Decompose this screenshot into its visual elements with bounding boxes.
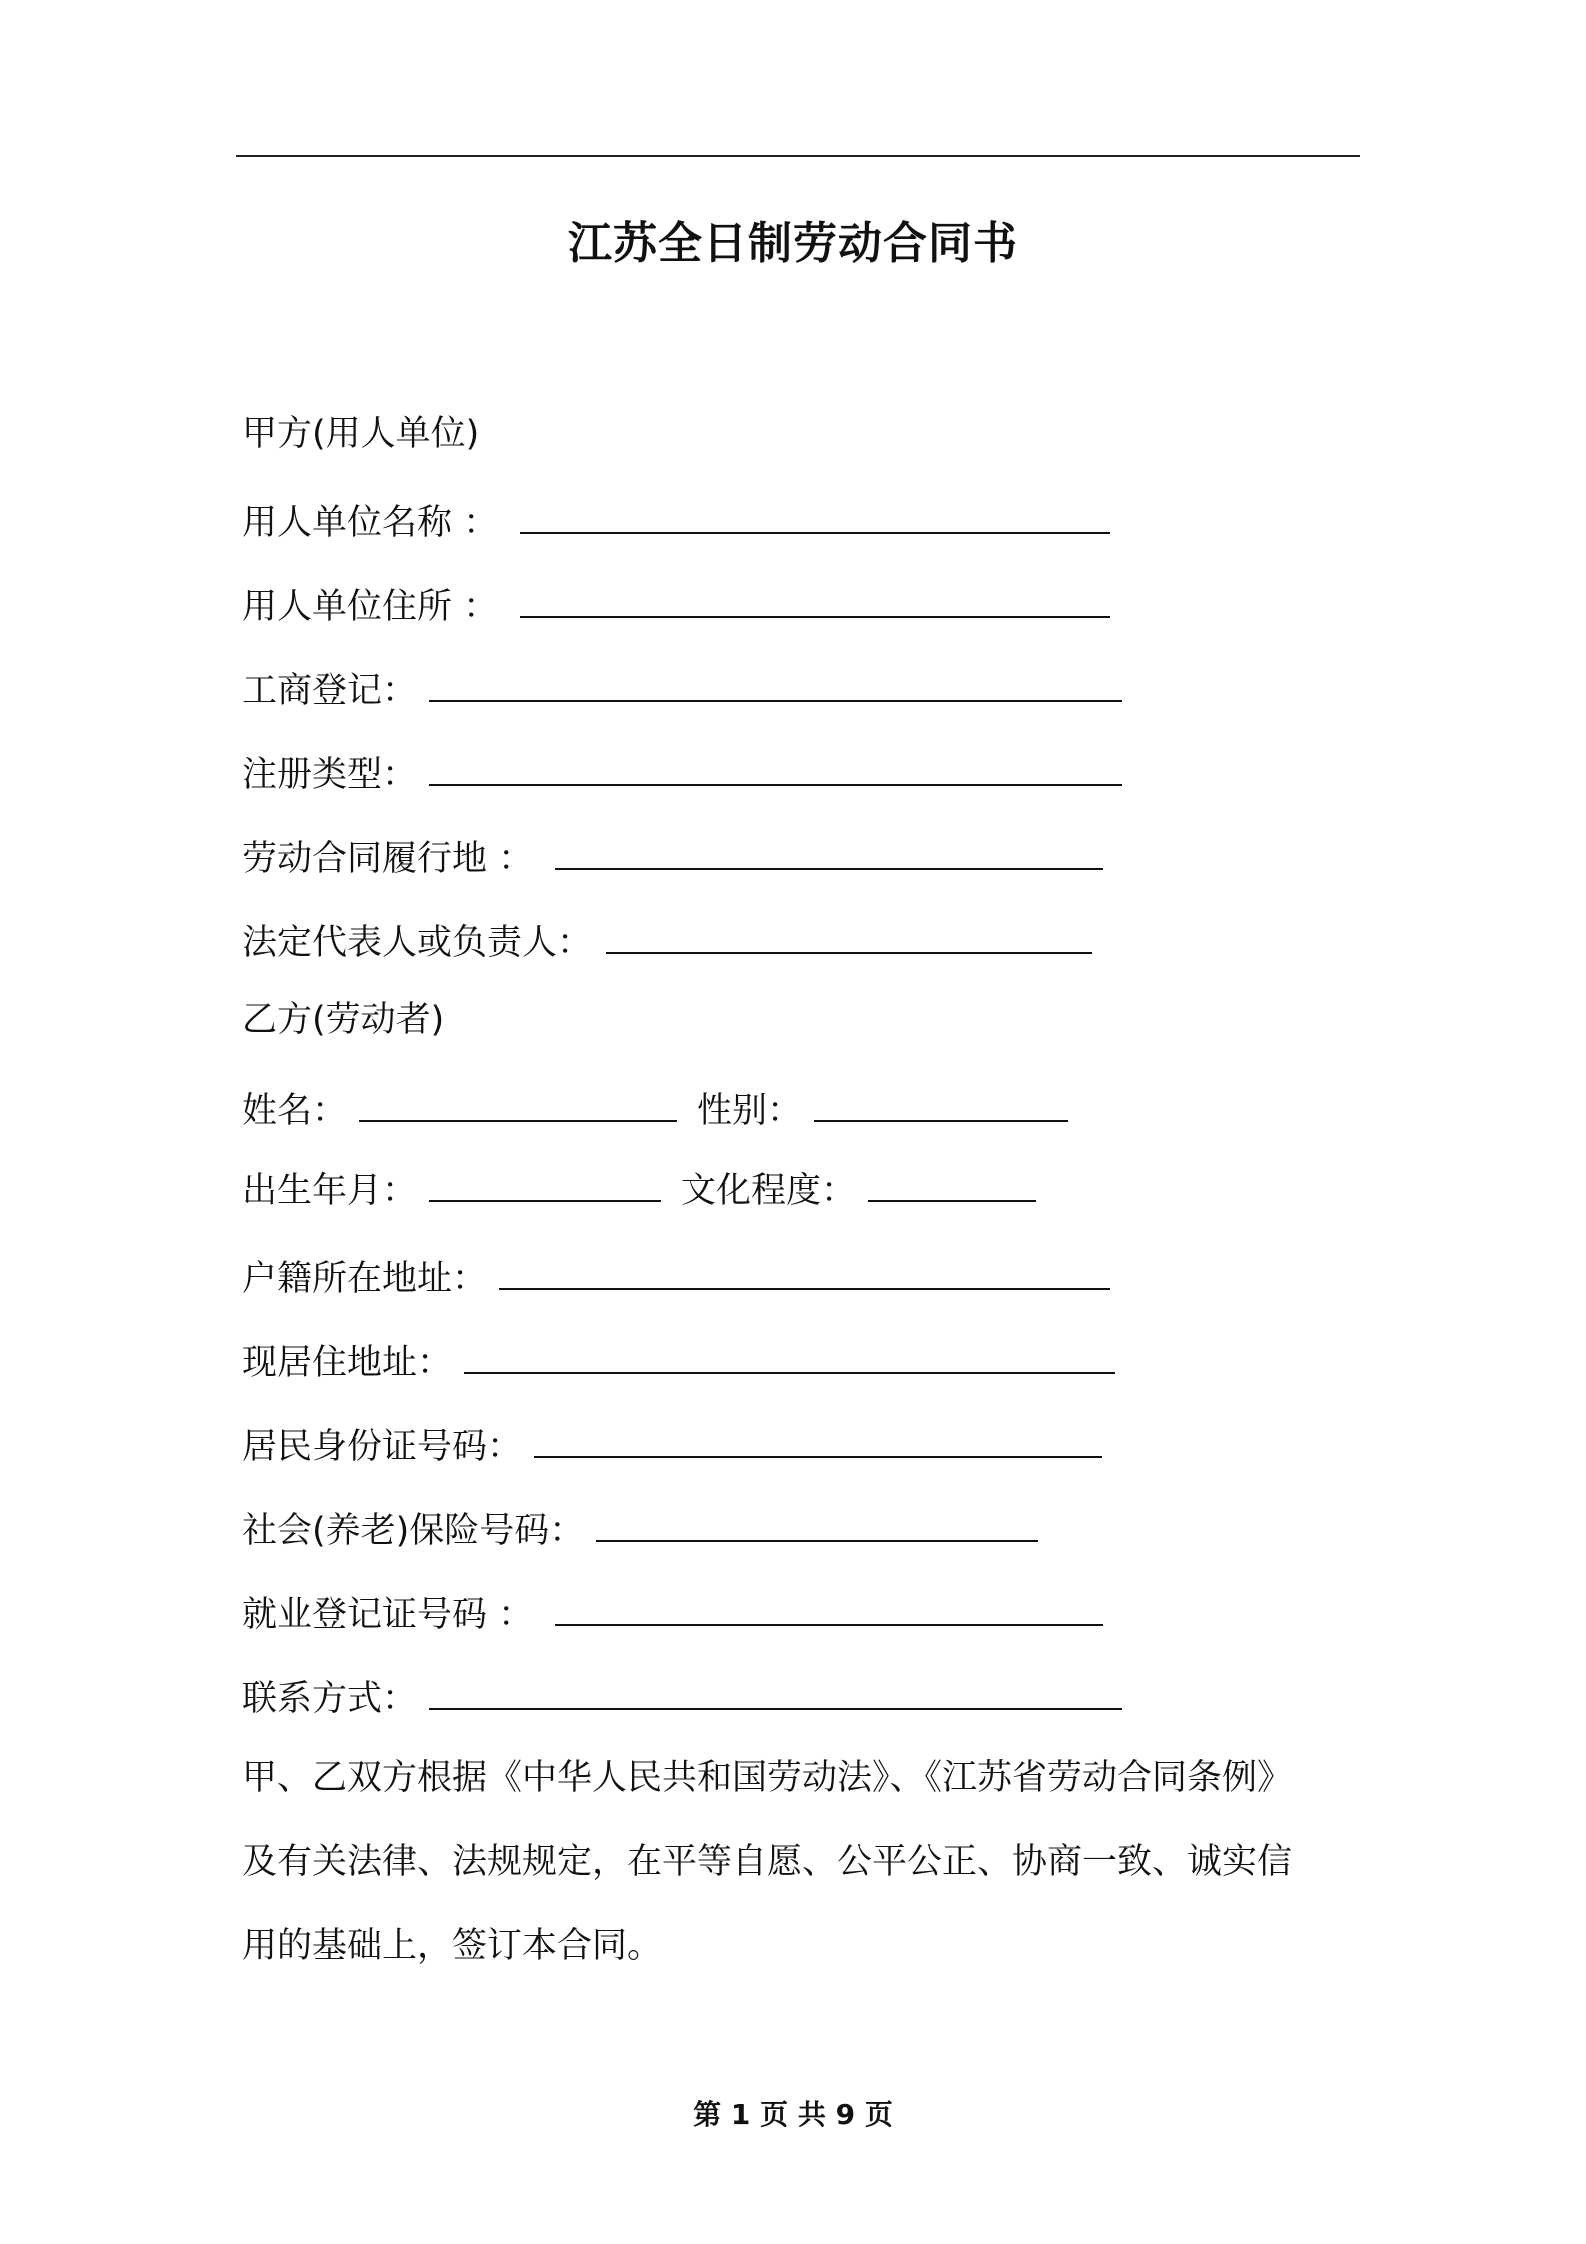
contract-location-blank[interactable]	[555, 834, 1103, 870]
field-current-address	[242, 1338, 1115, 1387]
education-blank[interactable]	[868, 1166, 1036, 1202]
field-label: 性别：	[697, 1091, 803, 1131]
registration-type-blank[interactable]	[429, 750, 1122, 786]
field-label: 户籍所在地址：	[242, 1259, 488, 1299]
gender-blank[interactable]	[814, 1086, 1068, 1122]
party-b-heading: 乙方(劳动者)	[242, 1000, 445, 1040]
field-employer-address	[242, 582, 1110, 631]
party-a-heading: 甲方(用人单位)	[242, 414, 480, 454]
field-label: 居民身份证号码：	[242, 1427, 523, 1467]
field-household-address	[242, 1254, 1110, 1303]
field-registration-type	[242, 750, 1122, 799]
social-insurance-blank[interactable]	[596, 1506, 1038, 1542]
field-label: 注册类型：	[242, 755, 418, 795]
field-label: 工商登记：	[242, 671, 418, 711]
field-label: 就业登记证号码 ：	[242, 1595, 534, 1635]
field-label: 现居住地址：	[242, 1343, 453, 1383]
current-address-blank[interactable]	[464, 1338, 1115, 1374]
field-contact	[242, 1674, 1122, 1723]
birth-blank[interactable]	[429, 1166, 661, 1202]
field-label: 出生年月：	[242, 1171, 418, 1211]
field-label: 用人单位名称 ：	[242, 503, 499, 543]
employment-cert-blank[interactable]	[555, 1590, 1103, 1626]
field-employer-name	[242, 498, 1110, 547]
field-label: 联系方式：	[242, 1679, 418, 1719]
field-label: 用人单位住所 ：	[242, 587, 499, 627]
business-registration-blank[interactable]	[429, 666, 1122, 702]
field-birth-education-row	[242, 1166, 1036, 1215]
field-id-number	[242, 1422, 1102, 1471]
document-title: 江苏全日制劳动合同书	[568, 218, 1018, 269]
name-blank[interactable]	[359, 1086, 677, 1122]
page-indicator: 第 1 页 共 9 页	[693, 2098, 893, 2131]
employer-name-blank[interactable]	[520, 498, 1110, 534]
field-label: 社会(养老)保险号码：	[242, 1511, 585, 1551]
field-label: 法定代表人或负责人：	[242, 923, 593, 963]
field-business-registration	[242, 666, 1122, 715]
field-social-insurance	[242, 1506, 1038, 1555]
preamble-line-2: 及有关法律、法规规定，在平等自愿、公平公正、协商一致、诚实信	[242, 1842, 1293, 1882]
field-label: 文化程度：	[681, 1171, 857, 1211]
legal-representative-blank[interactable]	[606, 918, 1092, 954]
field-name-gender-row	[242, 1086, 1068, 1135]
id-number-blank[interactable]	[534, 1422, 1102, 1458]
field-contract-location	[242, 834, 1103, 883]
preamble-line-3: 用的基础上，签订本合同。	[242, 1926, 663, 1966]
contact-blank[interactable]	[429, 1674, 1122, 1710]
header-divider	[236, 155, 1360, 157]
employer-address-blank[interactable]	[520, 582, 1110, 618]
field-label: 姓名：	[242, 1091, 348, 1131]
field-label: 劳动合同履行地 ：	[242, 839, 534, 879]
household-address-blank[interactable]	[499, 1254, 1110, 1290]
field-employment-cert	[242, 1590, 1103, 1639]
field-legal-representative	[242, 918, 1092, 967]
preamble-line-1: 甲、乙双方根据《中华人民共和国劳动法》、《江苏省劳动合同条例》	[242, 1758, 1293, 1798]
